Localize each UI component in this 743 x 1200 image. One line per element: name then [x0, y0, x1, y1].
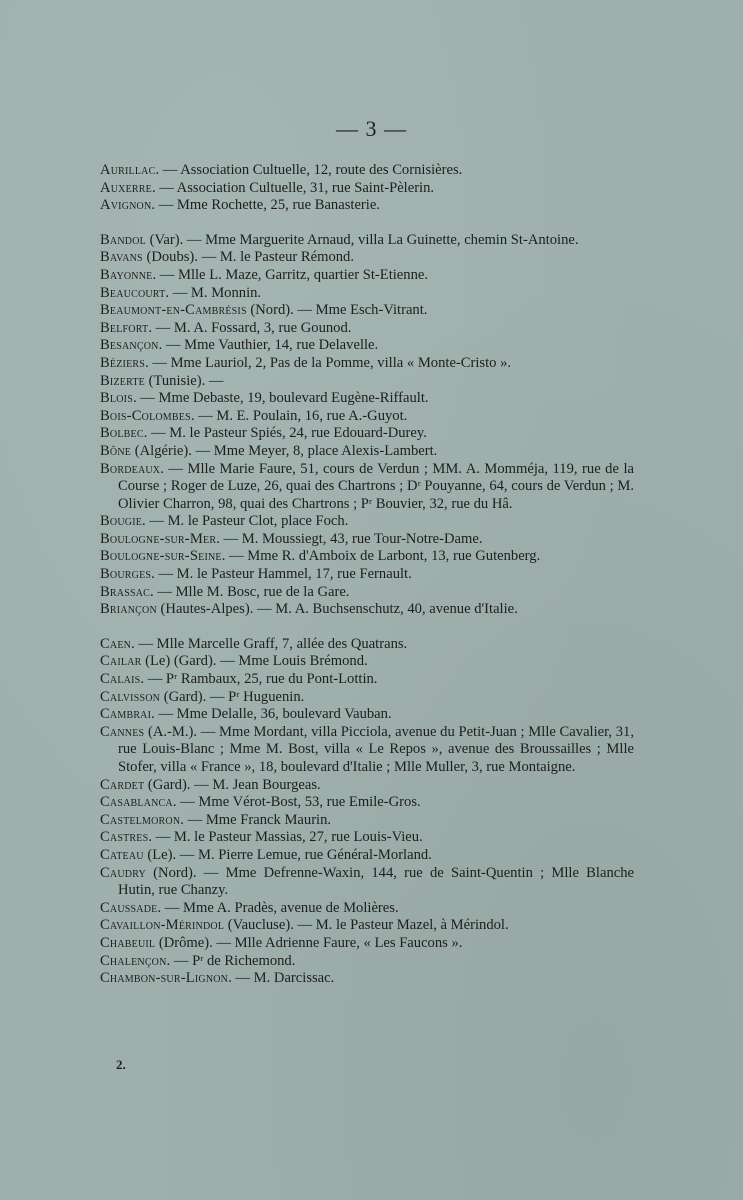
entry-text: . — Mme Rochette, 25, rue Banasterie. [151, 197, 380, 214]
list-item [100, 355, 634, 373]
list-item [100, 461, 634, 514]
entry-text: . — Pʳ Rambaux, 25, rue du Pont-Lottin. [140, 671, 378, 688]
town-name: Calvisson [100, 688, 161, 705]
list-item [100, 724, 634, 777]
list-item [100, 566, 634, 584]
list-item [100, 162, 634, 180]
entry-text: (Le) (Gard). — Mme Louis Brémond. [141, 653, 368, 670]
town-name: Briançon [100, 601, 157, 618]
entry-text: . — Association Cultuelle, 31, rue Saint-Pèlerin. [151, 179, 435, 196]
town-name: Bolbec [100, 425, 144, 442]
list-item [100, 865, 634, 900]
list-item [100, 197, 634, 215]
page-number: — 3 — [336, 116, 407, 141]
list-item [100, 689, 634, 707]
entry-text: (Nord). — Mme Defrenne-Waxin, 144, rue de Saint-Quentin ; Mlle Blanche Hutin, rue Chanzy. [118, 864, 634, 899]
group-c [100, 636, 634, 988]
entry-text: . — M. le Pasteur Hammel, 17, rue Fernault. [151, 566, 412, 583]
town-name: Calais [100, 671, 141, 688]
entry-text: . — Mme Lauriol, 2, Pas de la Pomme, villa « Monte-Cristo ». [145, 354, 512, 371]
entry-text: (Tunisie). — [144, 372, 224, 389]
list-item [100, 777, 634, 795]
town-name: Bayonne [100, 266, 153, 283]
group-a [100, 162, 634, 215]
town-name: Casablanca [100, 794, 173, 811]
list-item [100, 706, 634, 724]
list-item [100, 794, 634, 812]
town-name: Chalençon [100, 952, 167, 969]
town-name: Belfort [100, 319, 149, 336]
list-item [100, 373, 634, 391]
entry-text: . — M. Moussiegt, 43, rue Tour-Notre-Dame. [216, 530, 483, 547]
list-item [100, 847, 634, 865]
entry-text: . — M. A. Fossard, 3, rue Gounod. [148, 319, 352, 336]
list-item [100, 636, 634, 654]
town-name: Aurillac [100, 162, 156, 178]
list-item [100, 180, 634, 198]
entry-text: . — Mlle Marcelle Graff, 7, allée des Quatrans. [131, 635, 408, 652]
town-name: Cardet [100, 776, 145, 793]
list-item [100, 232, 634, 250]
list-item [100, 812, 634, 830]
list-item [100, 935, 634, 953]
list-item [100, 285, 634, 303]
town-name: Cailar [100, 653, 142, 670]
list-item [100, 443, 634, 461]
town-name: Bois-Colombes [100, 407, 191, 424]
town-name: Caudry [100, 864, 146, 881]
entry-text: (Var). — Mme Marguerite Arnaud, villa La Guinette, chemin St-Antoine. [145, 231, 579, 248]
town-name: Bandol [100, 231, 146, 248]
town-name: Chabeuil [100, 934, 156, 951]
list-item [100, 548, 634, 566]
list-item [100, 302, 634, 320]
town-name: Castelmoron [100, 811, 181, 828]
town-name: Bordeaux [100, 460, 161, 477]
directory-list [100, 162, 634, 1005]
entry-text: . — Mlle L. Maze, Garritz, quartier St-Etienne. [152, 266, 429, 283]
entry-text: (Drôme). — Mlle Adrienne Faure, « Les Faucons ». [155, 934, 463, 951]
entry-text: (Le). — M. Pierre Lemue, rue Général-Morland. [143, 846, 432, 863]
entry-text: . — M. Darcissac. [228, 970, 335, 987]
town-name: Avignon [100, 197, 152, 214]
entry-text: . — Mme Vérot-Bost, 53, rue Emile-Gros. [172, 794, 421, 811]
list-item [100, 513, 634, 531]
town-name: Chambon-sur-Lignon [100, 970, 229, 987]
entry-text: . — Mme Vauthier, 14, rue Delavelle. [158, 337, 379, 354]
town-name: Beaucourt [100, 284, 166, 301]
town-name: Brassac [100, 583, 151, 600]
list-item [100, 390, 634, 408]
entry-text: . — M. E. Poulain, 16, rue A.-Guyot. [190, 407, 408, 424]
signature-mark: 2. [116, 1057, 126, 1072]
town-name: Bougie [100, 513, 143, 530]
group-b [100, 232, 634, 619]
town-name: Caussade [100, 899, 158, 916]
list-item [100, 829, 634, 847]
town-name: Auxerre [100, 179, 152, 196]
list-item [100, 584, 634, 602]
entry-text: (Vaucluse). — M. le Pasteur Mazel, à Mérindol. [224, 917, 509, 934]
list-item [100, 900, 634, 918]
town-name: Bône [100, 442, 132, 459]
town-name: Caen [100, 635, 132, 652]
town-name: Cateau [100, 846, 144, 863]
entry-text: (Gard). — M. Jean Bourgeas. [144, 776, 321, 793]
entry-text: . — Mme R. d'Amboix de Larbont, 13, rue Gutenberg. [221, 548, 541, 565]
town-name: Cannes [100, 723, 145, 740]
town-name: Béziers [100, 354, 146, 371]
entry-text: (Hautes-Alpes). — M. A. Buchsenschutz, 40, avenue d'Italie. [156, 601, 518, 618]
list-item [100, 408, 634, 426]
entry-text: (A.-M.). — Mme Mordant, villa Picciola, avenue du Petit-Juan ; Mlle Cavalier, 31, rue Louis-Blanc ; Mme M. Bost, villa « Le Repos », avenue des Broussailles ; Mlle Stofer, villa « France », 18, boulevard d'Italie ; Mlle Muller, 3, rue Montaigne. [118, 723, 634, 775]
entry-text: . — Pʳ de Richemond. [166, 952, 296, 969]
list-item [100, 653, 634, 671]
entry-text: . — Association Cultuelle, 12, route des Cornisières. [155, 162, 463, 178]
list-item [100, 953, 634, 971]
town-name: Cavaillon-Mérindol [100, 917, 225, 934]
town-name: Beaumont-en-Cambrésis [100, 302, 247, 319]
entry-text: (Nord). — Mme Esch-Vitrant. [246, 302, 428, 319]
entry-text: . — M. le Pasteur Spiés, 24, rue Edouard-Durey. [143, 425, 427, 442]
town-name: Cambrai [100, 706, 152, 723]
entry-text: . — M. le Pasteur Clot, place Foch. [142, 513, 349, 530]
entry-text: . — M. Monnin. [165, 284, 262, 301]
entry-text: . — M. le Pasteur Massias, 27, rue Louis-Vieu. [148, 829, 423, 846]
entry-text: . — Mme Franck Maurin. [180, 811, 332, 828]
list-item [100, 601, 634, 619]
list-item [100, 531, 634, 549]
entry-text: . — Mme Delalle, 36, boulevard Vauban. [151, 706, 392, 723]
list-item [100, 337, 634, 355]
town-name: Boulogne-sur-Seine [100, 548, 222, 565]
list-item [100, 671, 634, 689]
list-item [100, 917, 634, 935]
list-item [100, 267, 634, 285]
town-name: Castres [100, 829, 149, 846]
list-item [100, 425, 634, 443]
entry-text: (Doubs). — M. le Pasteur Rémond. [142, 249, 354, 266]
entry-text: . — Mme Debaste, 19, boulevard Eugène-Riffault. [132, 390, 429, 407]
entry-text: . — Mlle Marie Faure, 51, cours de Verdun ; MM. A. Momméja, 119, rue de la Course ; Roger de Luze, 26, quai des Chartrons ; Dʳ Pouyanne, 64, cours de Verdun ; M. Olivier Charron, 98, quai des Chartrons ; Pʳ Bouvier, 32, rue du Hâ. [118, 460, 634, 512]
entry-text: . — Mme A. Pradès, avenue de Molières. [157, 899, 399, 916]
list-item [100, 249, 634, 267]
town-name: Besançon [100, 337, 159, 354]
town-name: Bavans [100, 249, 143, 266]
town-name: Boulogne-sur-Mer [100, 530, 217, 547]
entry-text: (Algérie). — Mme Meyer, 8, place Alexis-Lambert. [131, 442, 438, 459]
town-name: Blois [100, 390, 133, 407]
list-item [100, 970, 634, 988]
list-item [100, 320, 634, 338]
town-name: Bourges [100, 566, 152, 583]
entry-text: . — Mlle M. Bosc, rue de la Gare. [150, 583, 350, 600]
entry-text: (Gard). — Pʳ Huguenin. [160, 688, 305, 705]
town-name: Bizerte [100, 372, 145, 389]
